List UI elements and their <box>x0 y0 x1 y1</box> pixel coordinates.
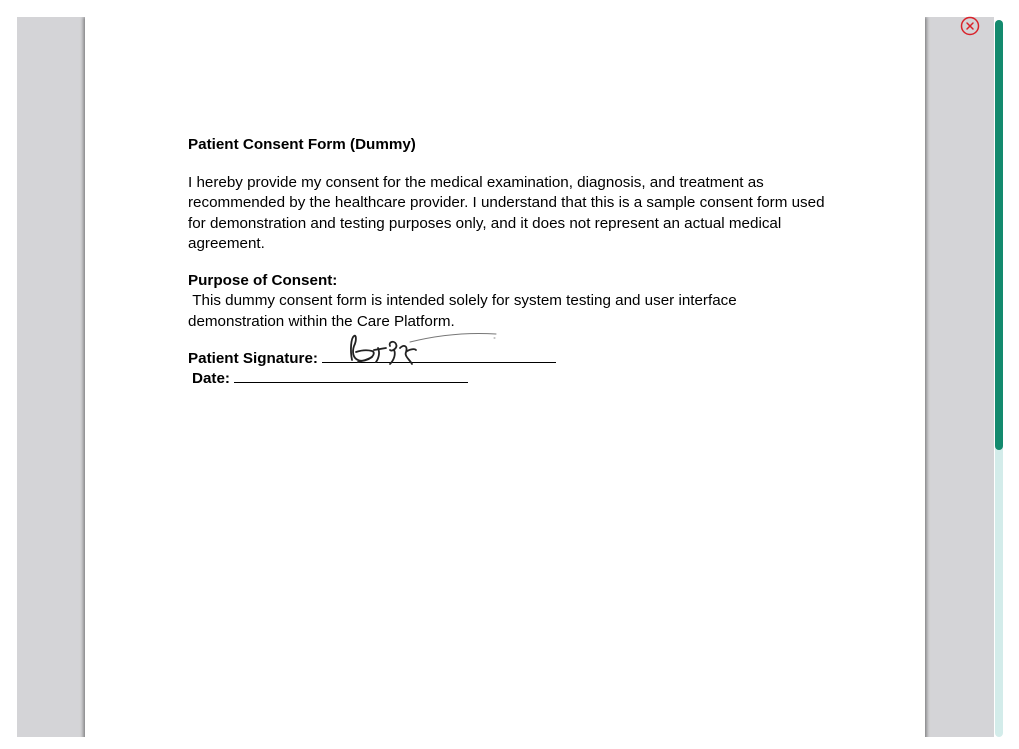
document-title: Patient Consent Form (Dummy) <box>188 136 416 153</box>
purpose-paragraph: This dummy consent form is intended solely for system testing and user interface demonstration within the Care Platform. <box>188 292 741 330</box>
close-circle-icon <box>960 16 980 36</box>
purpose-heading: Purpose of Consent: <box>188 271 338 289</box>
document-content <box>188 135 828 388</box>
date-row <box>192 368 828 388</box>
date-label: Date: <box>192 370 230 387</box>
close-button[interactable] <box>960 16 980 36</box>
handwritten-signature <box>344 330 504 374</box>
signature-row <box>188 348 828 368</box>
signature-label: Patient Signature: <box>188 350 318 367</box>
scrollbar-thumb[interactable] <box>995 20 1003 450</box>
consent-paragraph: I hereby provide my consent for the medical examination, diagnosis, and treatment as recommended by the healthcare provider. I understand that this is a sample consent form used for demonstration and testing purposes only, and it does not represent an actual medical agreement. <box>188 173 825 252</box>
document-page <box>85 17 925 737</box>
vertical-scrollbar[interactable] <box>995 20 1003 737</box>
pdf-viewer[interactable] <box>17 17 994 737</box>
